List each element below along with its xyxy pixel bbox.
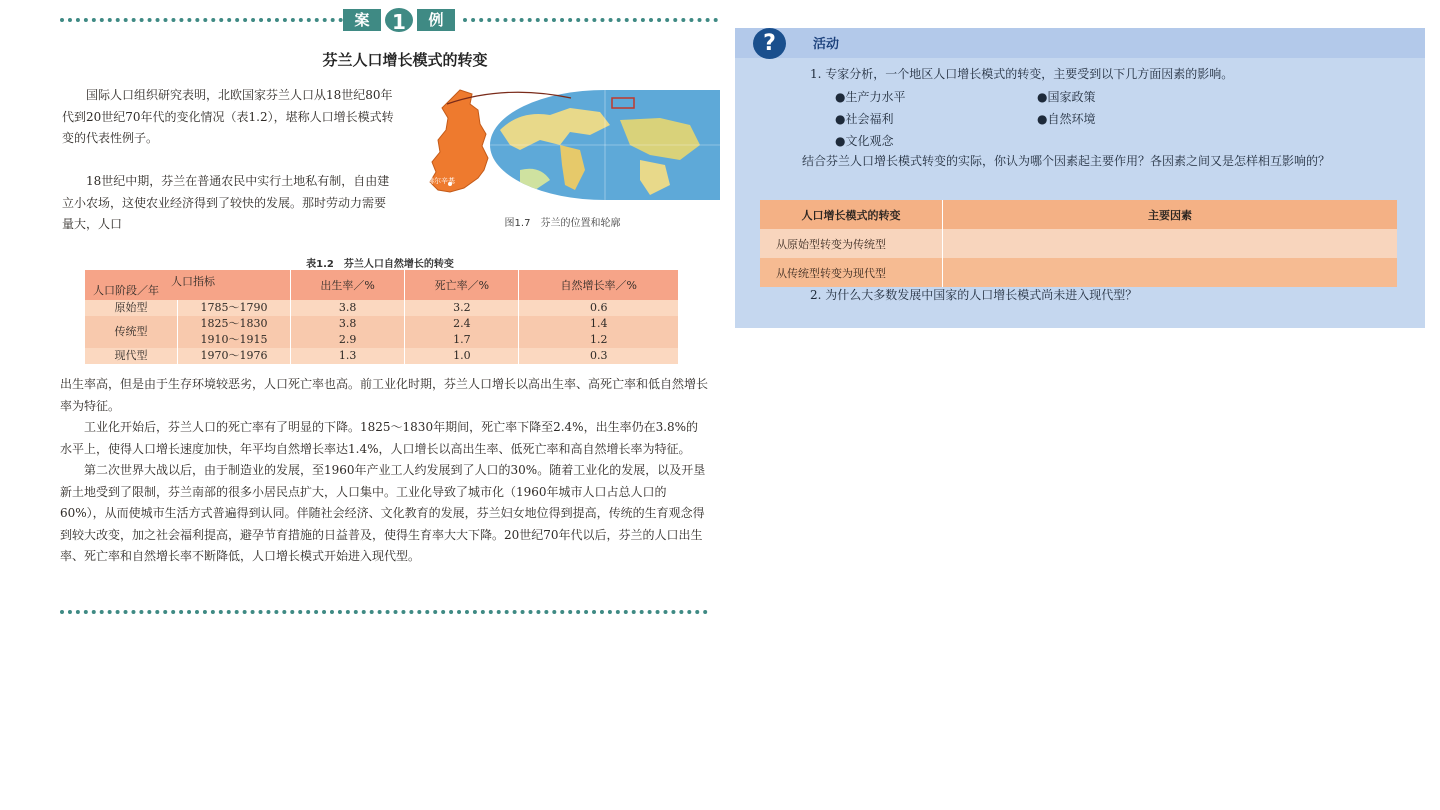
table-cell-death: 1.0 <box>405 348 519 364</box>
table-row <box>85 300 679 316</box>
table-cell-birth: 3.8 <box>291 300 405 316</box>
bottom-divider <box>60 610 708 614</box>
table-caption: 表1.2 芬兰人口自然增长的转变 <box>306 259 454 270</box>
table-cell-death: 1.7 <box>405 332 519 348</box>
helsinki-label: 赫尔辛基 <box>427 177 455 185</box>
header-transition: 人口增长模式的转变 <box>760 200 943 229</box>
table-row <box>85 316 679 332</box>
bullet-national-policy: ●国家政策 <box>1037 90 1096 104</box>
table-cell-death: 3.2 <box>405 300 519 316</box>
history-paragraph: 18世纪中期，芬兰在普通农民中实行土地私有制，自由建立小农场，这使农业经济得到了较快的发展。那时劳动力需要量大，人口 <box>62 174 390 231</box>
table-cell-years: 1910～1915 <box>178 332 291 348</box>
case-badge-number: 1 <box>383 6 415 34</box>
table-cell-years: 1825～1830 <box>178 316 291 332</box>
table-cell-stage: 原始型 <box>85 300 178 316</box>
bullet-productivity: ●生产力水平 <box>835 90 906 104</box>
body-paragraph-1: 出生率高，但是由于生存环境较恶劣，人口死亡率也高。前工业化时期，芬兰人口增长以高出生率、高死亡率和低自然增长率为特征。 <box>60 377 709 413</box>
table-cell-years: 1785～1790 <box>178 300 291 316</box>
body-paragraph-3: 第二次世界大战以后，由于制造业的发展，至1960年产业工人约发展到了人口的30%。随着工业化的发展，以及开垦新土地受到了限制，芬兰南部的很多小居民点扩大，人口集中。工业化导致了城市化（1960年城市人口占总人口的60%），从而使城市生活方式普遍得到认同。伴随社会经济、文化教育的发展，芬兰妇女地位得到提高，传统的生育观念得到较大改变，加之社会福利提高，避孕节育措施的日益普及，使得生育率大大下降。20世纪70年代以后，芬兰的人口出生率、死亡率和自然增长率不断降低，人口增长模式开始进入现代型。 <box>60 463 706 563</box>
table-cell-death: 2.4 <box>405 316 519 332</box>
transition-cell: 从原始型转变为传统型 <box>760 229 943 258</box>
map-pointer-arrow <box>445 88 575 108</box>
case-study-page <box>0 0 720 630</box>
table-cell-stage: 现代型 <box>85 348 178 364</box>
transition-cell: 从传统型转变为现代型 <box>760 258 943 287</box>
header-death-rate: 死亡率／% <box>405 270 519 300</box>
activity-question-2: 2. 为什么大多数发展中国家的人口增长模式尚未进入现代型？ <box>810 288 1138 302</box>
activity-title: 活动 <box>813 37 840 52</box>
factor-answer-cell[interactable] <box>943 258 1398 287</box>
table-cell-birth: 3.8 <box>291 316 405 332</box>
top-divider-left <box>60 18 343 22</box>
bullet-social-welfare: ●社会福利 <box>835 112 894 126</box>
table-cell-stage: 传统型 <box>85 316 178 348</box>
table-cell-growth: 1.2 <box>519 332 679 348</box>
table-cell-growth: 0.6 <box>519 300 679 316</box>
activity-header <box>735 28 1425 58</box>
case-badge-left: 案 <box>343 9 381 31</box>
activity-panel <box>735 28 1425 328</box>
bullet-natural-environment: ●自然环境 <box>1037 112 1096 126</box>
table-row <box>760 229 1397 258</box>
table-cell-birth: 1.3 <box>291 348 405 364</box>
table-cell-growth: 1.4 <box>519 316 679 332</box>
header-growth-rate: 自然增长率／% <box>519 270 679 300</box>
table-cell-birth: 2.9 <box>291 332 405 348</box>
table-row <box>760 258 1397 287</box>
corner-bottom-label: 人口阶段／年 <box>93 284 159 297</box>
table-row <box>85 348 679 364</box>
bullet-cultural-concepts: ●文化观念 <box>835 134 894 148</box>
activity-question-1-followup: 结合芬兰人口增长模式转变的实际，你认为哪个因素起主要作用？各因素之间又是怎样相互影响的？ <box>802 154 1331 168</box>
finland-map-figure <box>405 88 720 229</box>
activity-question-1: 1. 专家分析，一个地区人口增长模式的转变，主要受到以下几方面因素的影响。 <box>810 67 1234 81</box>
case-body-text <box>60 374 708 568</box>
question-mark-icon: ? <box>753 28 786 59</box>
header-main-factors: 主要因素 <box>943 200 1398 229</box>
factor-answer-cell[interactable] <box>943 229 1398 258</box>
header-birth-rate: 出生率／% <box>291 270 405 300</box>
body-paragraph-2: 工业化开始后，芬兰人口的死亡率有了明显的下降。1825～1830年期间，死亡率下降至2.4%，出生率仍在3.8%的水平上，使得人口增长速度加快，年平均自然增长率达1.4%，人口增长以高出生率、低死亡率和高自然增长率为特征。 <box>60 420 699 456</box>
case-title: 芬兰人口增长模式的转变 <box>322 51 488 69</box>
intro-paragraph: 国际人口组织研究表明，北欧国家芬兰人口从18世纪80年代到20世纪70年代的变化情况（表1.2），堪称人口增长模式转变的代表性例子。 <box>62 88 394 145</box>
table-cell-years: 1970～1976 <box>178 348 291 364</box>
map-caption: 图1.7 芬兰的位置和轮廓 <box>504 218 621 229</box>
table-cell-growth: 0.3 <box>519 348 679 364</box>
activity-answer-table <box>760 200 1397 287</box>
top-divider-right <box>463 18 718 22</box>
population-growth-table <box>85 270 679 364</box>
case-badge <box>343 6 463 34</box>
corner-top-label: 人口指标 <box>171 275 215 288</box>
table-corner-header <box>85 270 291 300</box>
case-badge-right: 例 <box>417 9 455 31</box>
